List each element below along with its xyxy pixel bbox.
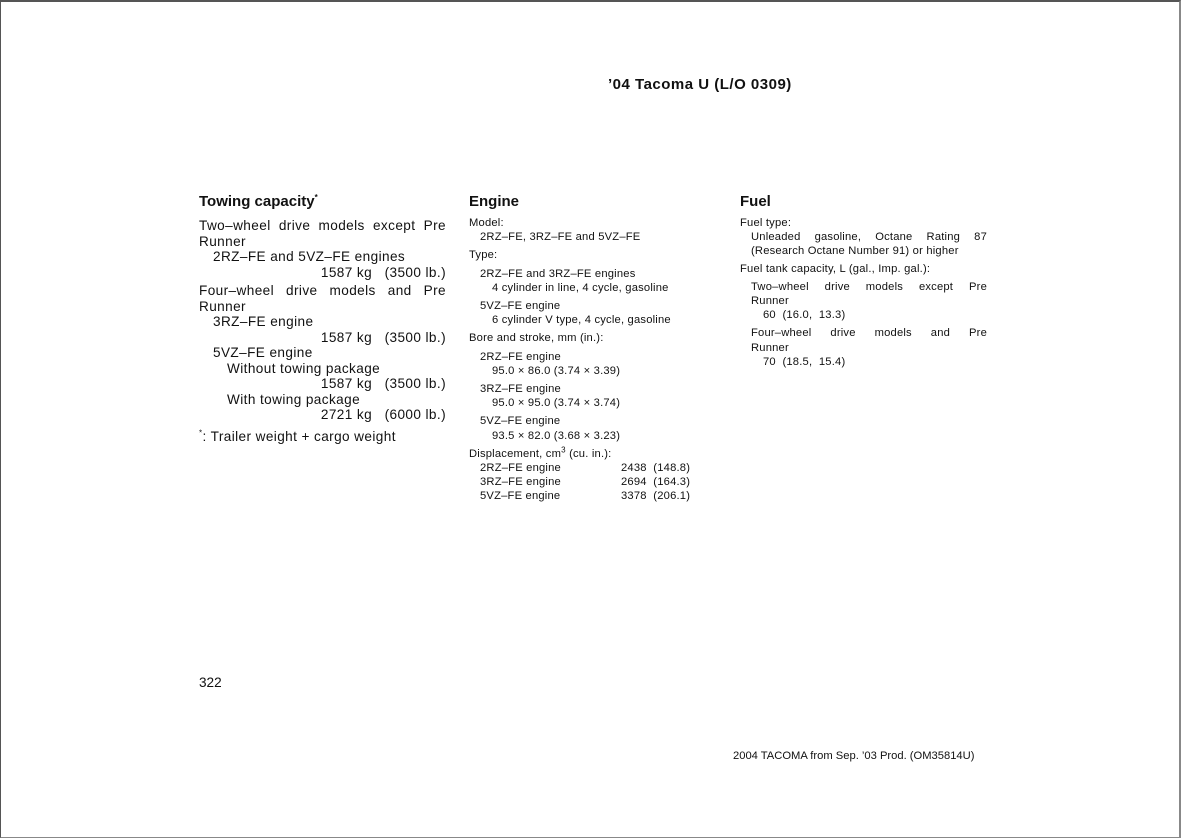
displacement-engine: 5VZ–FE engine xyxy=(480,490,561,503)
four-wd-label-line2: Runner xyxy=(199,298,246,314)
displacement-engine: 2RZ–FE engine xyxy=(480,462,561,475)
displacement-unit: (cu. in.): xyxy=(565,447,612,460)
displacement-value: 2694 (164.3) xyxy=(621,476,691,489)
bore-value-3rz: 95.0 × 95.0 (3.74 × 3.74) xyxy=(492,397,621,410)
displacement-row xyxy=(469,461,697,475)
four-wd-engine-5vz: 5VZ–FE engine xyxy=(213,345,313,360)
towing-footnote xyxy=(199,429,446,445)
fuel-two-wd-value: 60 (16.0, 13.3) xyxy=(763,309,846,322)
bore-value-2rz: 95.0 × 86.0 (3.74 × 3.39) xyxy=(492,364,621,377)
page-footer: 2004 TACOMA from Sep. ’03 Prod. (OM35814U) xyxy=(733,750,975,762)
footnote-text: : Trailer weight + cargo weight xyxy=(202,428,396,444)
towing-capacity-heading xyxy=(199,193,446,210)
displacement-engine: 3RZ–FE engine xyxy=(480,476,561,489)
engine-type-group2: 5VZ–FE engine xyxy=(480,300,561,313)
fuel-four-wd-line1: Four–wheel drive models and Pre xyxy=(751,327,987,340)
displacement-row xyxy=(469,475,697,489)
engine-type-group2-value: 6 cylinder V type, 4 cycle, gasoline xyxy=(492,314,671,327)
displacement-label xyxy=(469,447,697,461)
bore-engine-3rz: 3RZ–FE engine xyxy=(480,383,561,396)
towing-heading-mark: * xyxy=(314,193,318,202)
four-wd-value-with: 2721 kg (6000 lb.) xyxy=(320,407,446,422)
engine-type-label: Type: xyxy=(469,249,498,262)
fuel-type-label: Fuel type: xyxy=(740,217,792,229)
towing-heading-text: Towing capacity xyxy=(199,193,315,210)
fuel-heading: Fuel xyxy=(740,193,771,210)
displacement-label-text: Displacement, cm xyxy=(469,447,562,460)
two-wd-label-line2: Runner xyxy=(199,233,246,249)
engine-model-value: 2RZ–FE, 3RZ–FE and 5VZ–FE xyxy=(480,231,641,244)
bore-engine-5vz: 5VZ–FE engine xyxy=(480,415,561,428)
engine-heading: Engine xyxy=(469,193,520,210)
fuel-four-wd-line2: Runner xyxy=(751,341,789,354)
bore-value-5vz: 93.5 × 82.0 (3.68 × 3.23) xyxy=(492,429,621,442)
displacement-value: 2438 (148.8) xyxy=(621,462,691,475)
two-wd-engine: 2RZ–FE and 5VZ–FE engines xyxy=(213,249,406,264)
engine-section xyxy=(469,193,697,504)
displacement-sup: 3 xyxy=(561,445,566,455)
two-wd-label-line1: Two–wheel drive models except Pre xyxy=(199,218,446,233)
bore-stroke-label: Bore and stroke, mm (in.): xyxy=(469,332,604,345)
four-wd-without-package: Without towing package xyxy=(227,360,381,376)
bore-engine-2rz: 2RZ–FE engine xyxy=(480,350,561,363)
four-wd-engine-3rz: 3RZ–FE engine xyxy=(213,314,314,329)
two-wd-value: 1587 kg (3500 lb.) xyxy=(320,264,446,280)
four-wd-value-3rz: 1587 kg (3500 lb.) xyxy=(320,329,446,345)
fuel-capacity-label: Fuel tank capacity, L (gal., Imp. gal.): xyxy=(740,262,931,275)
fuel-section xyxy=(740,193,987,369)
fuel-type-line2: (Research Octane Number 91) or higher xyxy=(751,245,959,258)
fuel-four-wd-value: 70 (18.5, 15.4) xyxy=(763,355,846,368)
engine-type-group1-value: 4 cylinder in line, 4 cycle, gasoline xyxy=(492,281,669,294)
towing-capacity-section xyxy=(199,193,446,444)
engine-type-group1: 2RZ–FE and 3RZ–FE engines xyxy=(480,267,636,280)
four-wd-label-line1: Four–wheel drive models and Pre xyxy=(199,283,446,298)
four-wd-value-without: 1587 kg (3500 lb.) xyxy=(320,376,446,391)
four-wd-with-package: With towing package xyxy=(227,391,361,407)
displacement-value: 3378 (206.1) xyxy=(621,490,691,503)
page-number: 322 xyxy=(199,675,222,690)
page-header-title: ’04 Tacoma U (L/O 0309) xyxy=(608,76,792,93)
footnote-mark: * xyxy=(199,427,203,437)
fuel-two-wd-line1: Two–wheel drive models except Pre xyxy=(751,280,987,293)
fuel-two-wd-line2: Runner xyxy=(751,295,789,308)
fuel-type-line1: Unleaded gasoline, Octane Rating 87 xyxy=(751,231,987,244)
engine-model-label: Model: xyxy=(469,217,504,229)
displacement-row xyxy=(469,489,697,503)
